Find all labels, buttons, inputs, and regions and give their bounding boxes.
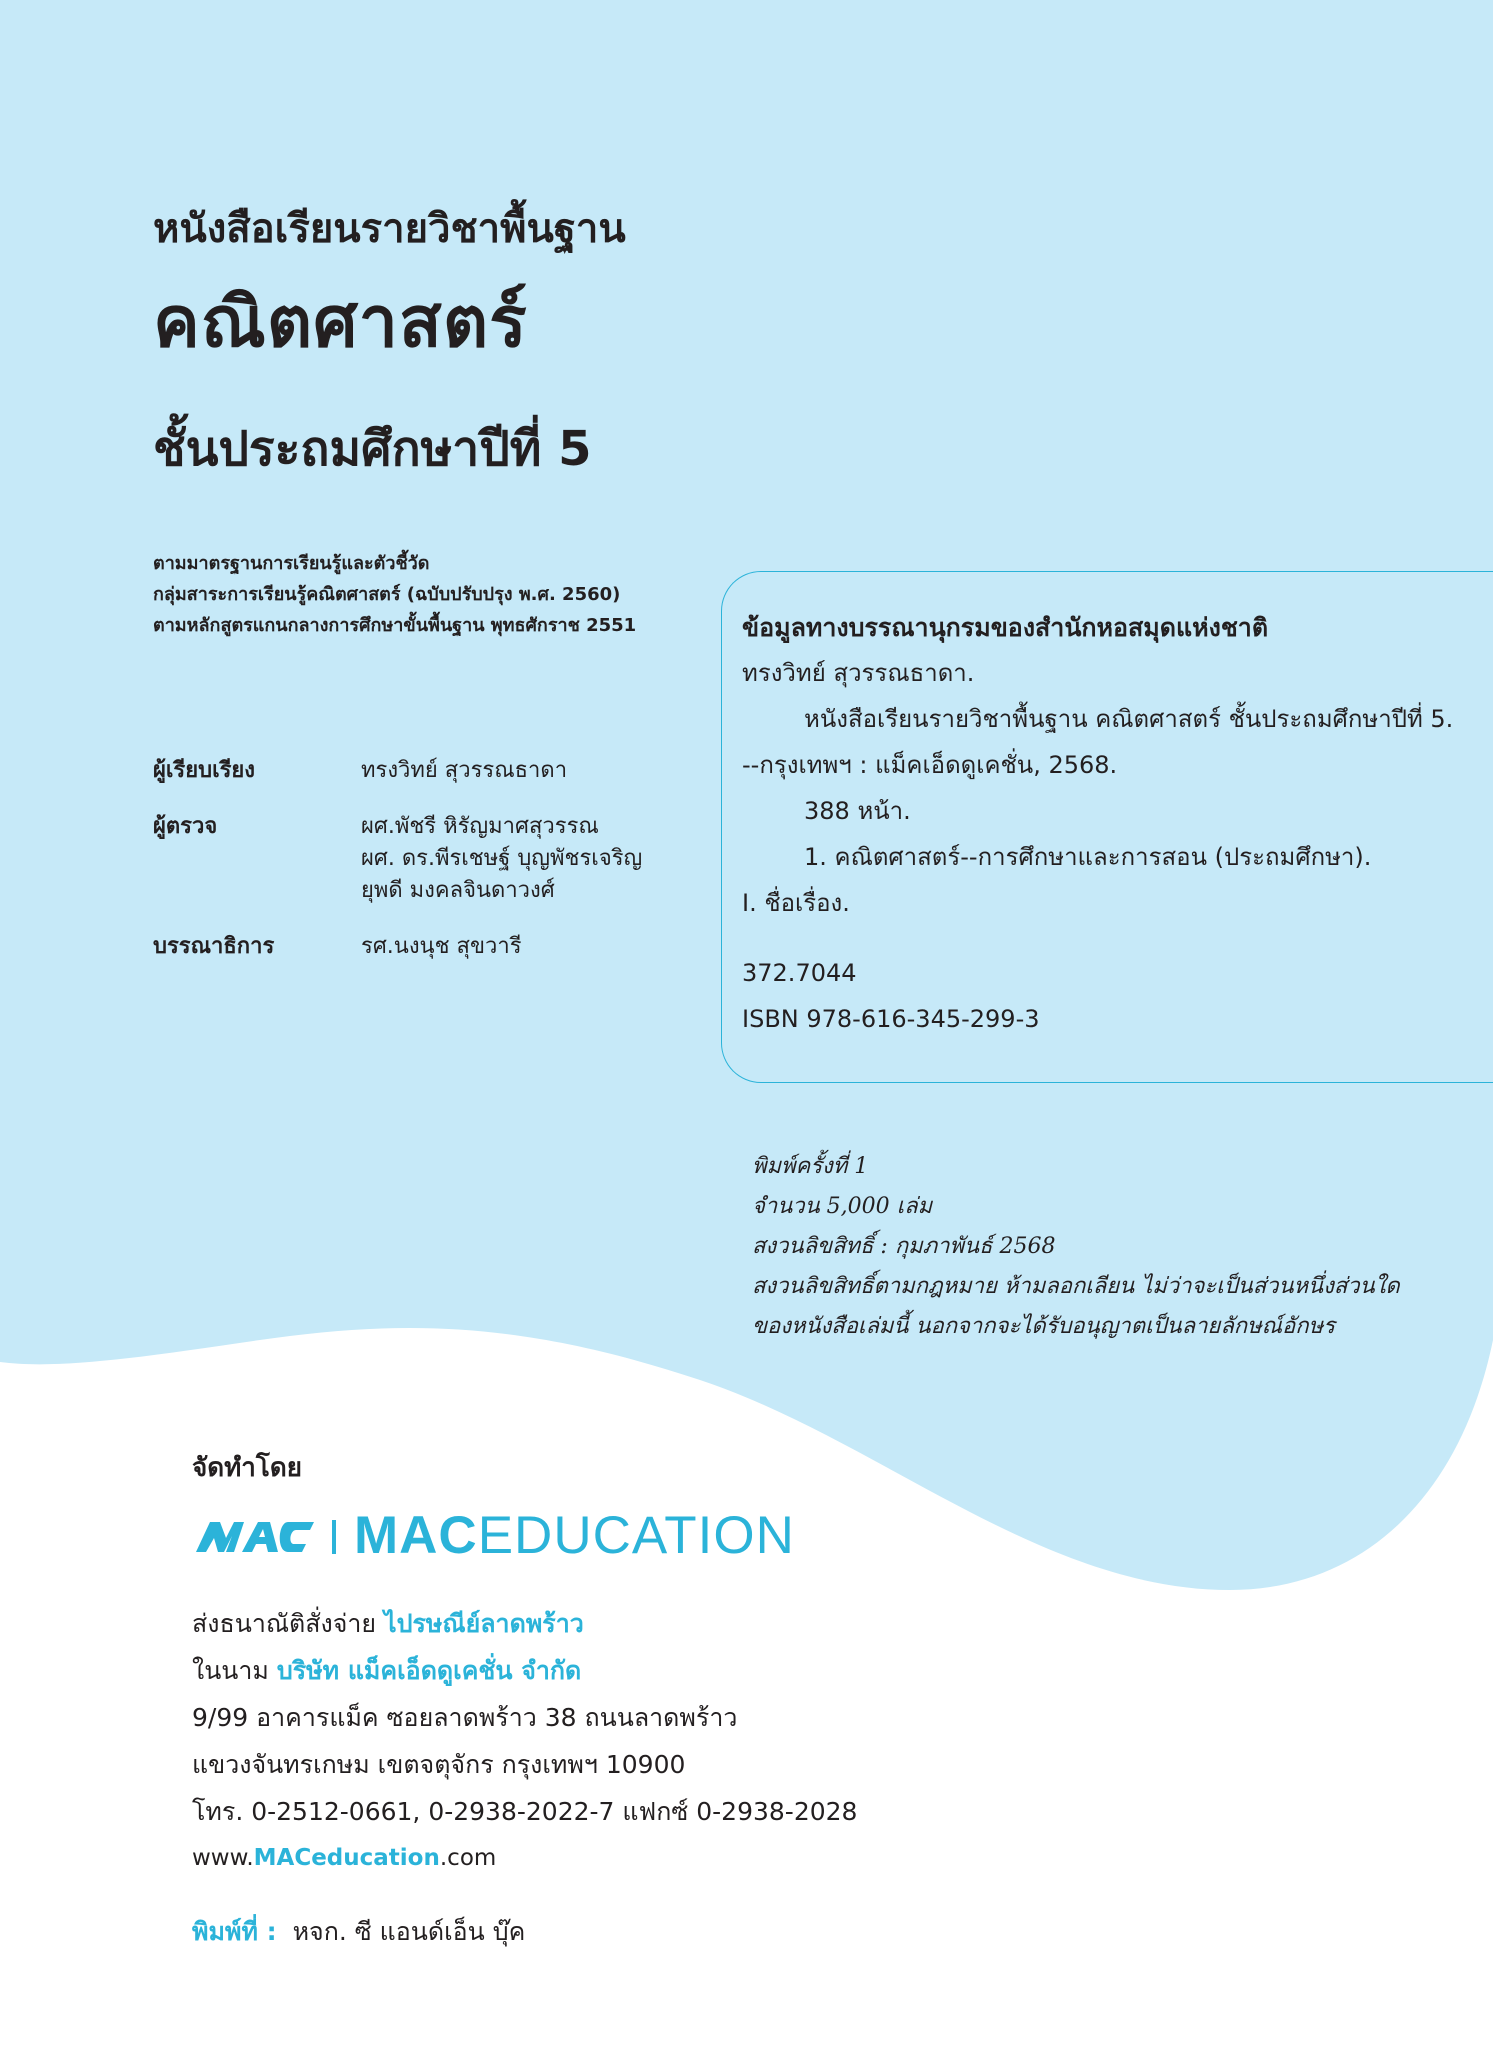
credit-name: รศ.นงนุช สุขวารี — [361, 934, 522, 959]
cip-heading: ข้อมูลทางบรรณานุกรมของสำนักหอสมุดแห่งชาติ — [742, 613, 1269, 642]
cip-publisher: --กรุงเทพฯ : แม็คเอ็ดดูเคชั่น, 2568. — [742, 751, 1118, 779]
print-copyright-notice: ของหนังสือเล่มนี้ นอกจากจะได้รับอนุญาตเป็นลายลักษณ์อักษร — [752, 1314, 1335, 1339]
print-copyright-date: สงวนลิขสิทธิ์ : กุมภาพันธ์ 2568 — [752, 1234, 1056, 1259]
print-copyright-notice: สงวนลิขสิทธิ์ตามกฎหมาย ห้ามลอกเลียน ไม่ว่าจะเป็นส่วนหนึ่งส่วนใด — [752, 1274, 1400, 1299]
standards-line: กลุ่มสาระการเรียนรู้คณิตศาสตร์ (ฉบับปรับปรุง พ.ศ. 2560) — [153, 584, 621, 605]
producer-label: จัดทำโดย — [192, 1453, 302, 1483]
print-edition: พิมพ์ครั้งที่ 1 — [752, 1154, 869, 1179]
credit-editor — [153, 931, 642, 963]
logo-wordmark-bold: MAC — [354, 1506, 478, 1565]
credit-role: บรรณาธิการ — [153, 934, 275, 959]
mac-logo-mark-icon — [192, 1516, 344, 1556]
cip-title: หนังสือเรียนรายวิชาพื้นฐาน คณิตศาสตร์ ชั้นประถมศึกษาปีที่ 5. — [804, 705, 1454, 733]
cip-title-entry: I. ชื่อเรื่อง. — [742, 889, 850, 917]
printer-info — [192, 1912, 525, 1952]
company-name: บริษัท แม็คเอ็ดดูเคชั่น จำกัด — [276, 1656, 582, 1685]
cip-author: ทรงวิทย์ สุวรรณธาดา. — [742, 659, 975, 687]
credit-reviewers — [153, 811, 642, 907]
title-block — [153, 196, 626, 487]
credit-names — [361, 755, 567, 787]
credit-names — [361, 931, 522, 963]
cip-pages: 388 หน้า. — [804, 797, 911, 825]
logo-wordmark-light: EDUCATION — [477, 1506, 795, 1565]
grade-level: ชั้นประถมศึกษาปีที่ 5 — [153, 421, 592, 477]
book-subtitle: หนังสือเรียนรายวิชาพื้นฐาน — [153, 206, 626, 252]
printer-name: หจก. ซี แอนด์เอ็น บุ๊ค — [292, 1917, 526, 1946]
cip-isbn: ISBN 978-616-345-299-3 — [742, 1005, 1040, 1033]
logo-wordmark — [354, 1505, 795, 1566]
cip-classification: 372.7044 — [742, 959, 857, 987]
credit-compiler — [153, 755, 642, 787]
credit-name: ทรงวิทย์ สุวรรณธาดา — [361, 758, 568, 783]
book-title: คณิตศาสตร์ — [153, 281, 528, 363]
standards-line: ตามมาตรฐานการเรียนรู้และตัวชี้วัด — [153, 553, 430, 574]
company-line — [192, 1647, 857, 1694]
contact-info — [192, 1600, 857, 1882]
cip-box — [721, 571, 1493, 1083]
money-order-recipient: ไปรษณีย์ลาดพร้าว — [384, 1609, 584, 1638]
print-info — [752, 1147, 1400, 1347]
credits — [153, 755, 642, 987]
cip-spacer — [742, 926, 1493, 950]
mac-education-logo — [192, 1505, 795, 1566]
phone-line: โทร. 0-2512-0661, 0-2938-2022-7 แฟกซ์ 0-2938-2028 — [192, 1797, 858, 1826]
money-order-prefix: ส่งธนาณัติสั่งจ่าย — [192, 1609, 377, 1638]
printer-label: พิมพ์ที่ : — [192, 1917, 277, 1946]
credit-name: ผศ.พัชรี หิรัญมาศสุวรรณ — [361, 814, 599, 839]
credit-role: ผู้ตรวจ — [153, 814, 218, 839]
company-prefix: ในนาม — [192, 1656, 269, 1685]
standards-line: ตามหลักสูตรแกนกลางการศึกษาขั้นพื้นฐาน พุทธศักราช 2551 — [153, 615, 637, 636]
address-line-1: 9/99 อาคารแม็ค ซอยลาดพร้าว 38 ถนนลาดพร้าว — [192, 1703, 738, 1732]
website-link[interactable] — [192, 1835, 857, 1882]
web-suffix: .com — [439, 1845, 497, 1871]
credit-role: ผู้เรียบเรียง — [153, 758, 256, 783]
address-line-2: แขวงจันทรเกษม เขตจตุจักร กรุงเทพฯ 10900 — [192, 1750, 686, 1779]
credit-name: ผศ. ดร.พีรเชษฐ์ บุญพัชรเจริญ — [361, 846, 643, 871]
money-order-line — [192, 1600, 857, 1647]
curriculum-standards — [153, 548, 636, 641]
web-prefix: www. — [192, 1845, 254, 1871]
credit-name: ยุพดี มงคลจินดาวงศ์ — [361, 878, 555, 903]
print-quantity: จำนวน 5,000 เล่ม — [752, 1194, 933, 1219]
credit-names — [361, 811, 642, 907]
web-brand: MACeducation — [253, 1845, 440, 1871]
cip-subject: 1. คณิตศาสตร์--การศึกษาและการสอน (ประถมศึกษา). — [804, 843, 1372, 871]
